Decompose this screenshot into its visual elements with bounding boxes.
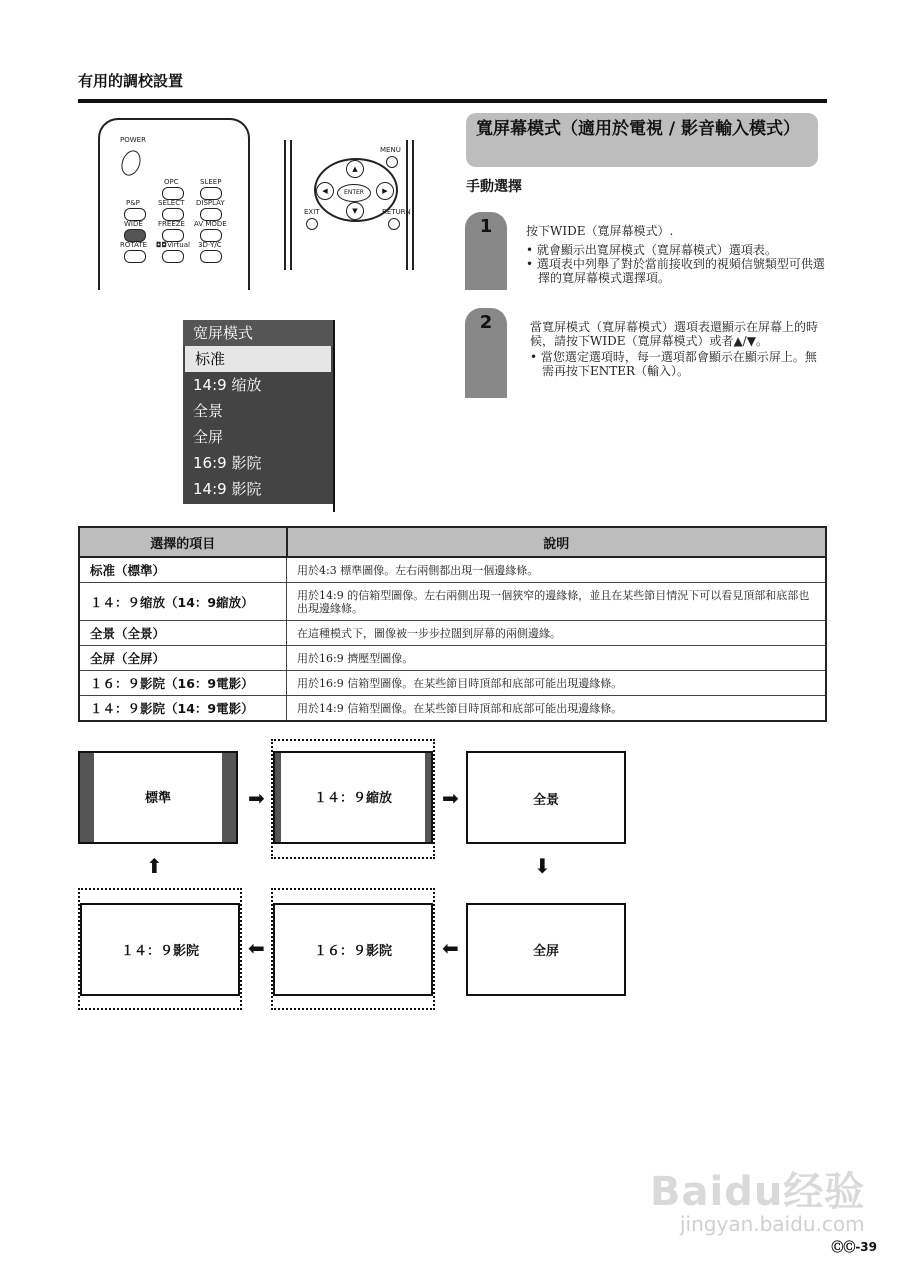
step-2-text bbox=[530, 320, 827, 378]
diagram-cinema149-label: １４：９影院 bbox=[120, 944, 199, 959]
menu-title: 宽屏模式 bbox=[183, 320, 333, 346]
remote-label-sleep: SLEEP bbox=[200, 178, 222, 186]
diagram-standard-label: 標準 bbox=[144, 791, 171, 806]
table-cell-item: １６：９影院（16：9電影） bbox=[79, 671, 287, 696]
step-2-tab: 2 bbox=[465, 308, 507, 398]
menu-item-full[interactable]: 全屏 bbox=[193, 428, 224, 446]
step-1-tab: 1 bbox=[465, 212, 507, 290]
remote-label-select: SELECT bbox=[158, 199, 185, 207]
remote-label-freeze: FREEZE bbox=[158, 220, 185, 228]
remote-label-rotate: ROTATE bbox=[120, 241, 148, 249]
diagram-cinema169-screen bbox=[273, 903, 433, 996]
section-subtitle: 手動選擇 bbox=[466, 179, 522, 195]
remote-label-avmode: AV MODE bbox=[194, 220, 227, 228]
remote-label-display: DISPLAY bbox=[196, 199, 225, 207]
table-row bbox=[79, 621, 826, 646]
wide-mode-table bbox=[78, 526, 827, 722]
table-cell-item: １４：９缩放（14：9縮放） bbox=[79, 583, 287, 621]
diagram-full-label: 全屏 bbox=[532, 944, 559, 959]
table-cell-desc: 用於4:3 標準圖像。左右兩側都出現一個邊緣條。 bbox=[287, 557, 827, 583]
remote-edge-right bbox=[406, 140, 408, 270]
remote-nav-illustration bbox=[282, 136, 412, 276]
down-arrow-icon: ▼ bbox=[346, 202, 364, 220]
header-rule bbox=[78, 99, 827, 103]
menu-item-cinema149[interactable]: 14:9 影院 bbox=[193, 480, 262, 498]
table-cell-item: １４：９影院（14：9電影） bbox=[79, 696, 287, 722]
page-number: ⒸⒸ-39 bbox=[831, 1240, 877, 1254]
right-arrow-icon: ▶ bbox=[376, 182, 394, 200]
step-2-bullet: • 當您選定選項時，每一選項都會顯示在顯示屏上。無需再按下ENTER（輸入）。 bbox=[530, 350, 817, 378]
left-arrow-icon: ⬅ bbox=[248, 936, 265, 960]
virtual-button-icon bbox=[162, 250, 184, 263]
diagram-panorama-screen bbox=[466, 751, 626, 844]
diagram-standard-screen bbox=[78, 751, 238, 844]
table-cell-desc: 在這種模式下，圖像被一步步拉闊到屏幕的兩側邊緣。 bbox=[287, 621, 827, 646]
section-title: 寬屏幕模式（適用於電視 / 影音輸入模式） bbox=[466, 113, 818, 167]
remote-label-exit: EXIT bbox=[304, 208, 320, 216]
watermark-url: jingyan.baidu.com bbox=[680, 1212, 865, 1236]
step-1-bullets bbox=[526, 243, 826, 285]
diagram-zoom149-screen bbox=[273, 751, 433, 844]
menu-item-panorama[interactable]: 全景 bbox=[193, 402, 224, 420]
remote-illustration bbox=[98, 118, 250, 290]
table-cell-desc: 用於14:9 的信箱型圖像。左右兩側出現一個狹窄的邊緣條，並且在某些節目情況下可以看見頂部和底部也出現邊緣條。 bbox=[287, 583, 827, 621]
table-header-desc: 說明 bbox=[287, 527, 827, 557]
remote-edge-left-inner bbox=[290, 140, 292, 270]
diagram-cinema149-screen bbox=[80, 903, 240, 996]
remote-label-pp: P&P bbox=[126, 199, 140, 207]
remote-label-opc: OPC bbox=[164, 178, 179, 186]
step-1-text bbox=[526, 224, 826, 285]
step-1-bullet: • 就會顯示出寬屏模式（寬屏幕模式）選項表。 bbox=[526, 243, 777, 257]
remote-label-return: RETURN bbox=[382, 208, 411, 216]
power-button-icon bbox=[118, 148, 144, 179]
down-arrow-icon: ⬇ bbox=[534, 854, 551, 878]
menu-item-cinema169[interactable]: 16:9 影院 bbox=[193, 454, 262, 472]
right-arrow-icon: ➡ bbox=[248, 786, 265, 810]
remote-label-power: POWER bbox=[120, 136, 146, 144]
table-row bbox=[79, 583, 826, 621]
right-arrow-icon: ➡ bbox=[442, 786, 459, 810]
diagram-cinema169-label: １６：９影院 bbox=[313, 944, 392, 959]
watermark-logo: Baidu经验 bbox=[650, 1169, 866, 1215]
table-cell-item: 全屏（全屏） bbox=[79, 646, 287, 671]
menu-item-zoom149[interactable]: 14:9 缩放 bbox=[193, 376, 262, 394]
remote-label-menu: MENU bbox=[380, 146, 401, 154]
remote-edge-right-inner bbox=[412, 140, 414, 270]
return-button-icon bbox=[388, 218, 400, 230]
diagram-zoom149-label: １４：９縮放 bbox=[313, 791, 392, 806]
table-row bbox=[79, 671, 826, 696]
step-1-main: 按下WIDE（寬屏幕模式）. bbox=[526, 224, 674, 238]
remote-edge-left bbox=[284, 140, 286, 270]
menu-stem-line bbox=[333, 320, 335, 512]
step-2-bullets bbox=[530, 350, 827, 378]
page-header-title: 有用的調校設置 bbox=[78, 72, 184, 90]
remote-label-3dyc: 3D·Y/C bbox=[198, 241, 222, 249]
table-cell-desc: 用於14:9 信箱型圖像。在某些節目時頂部和底部可能出現邊緣條。 bbox=[287, 696, 827, 722]
diagram-full-screen bbox=[466, 903, 626, 996]
menu-item-standard[interactable]: 标准 bbox=[185, 346, 331, 372]
step-1-bullet: • 選項表中列舉了對於當前接收到的視頻信號類型可供選擇的寬屏幕模式選擇項。 bbox=[526, 257, 825, 285]
up-arrow-icon: ⬆ bbox=[146, 854, 163, 878]
table-cell-item: 全景（全景） bbox=[79, 621, 287, 646]
table-cell-item: 标准（標準） bbox=[79, 557, 287, 583]
enter-button-icon: ENTER bbox=[337, 184, 371, 202]
menu-button-icon bbox=[386, 156, 398, 168]
table-header-item: 選擇的項目 bbox=[79, 527, 287, 557]
step-2-main: 當寬屏模式（寬屏幕模式）選項表還顯示在屏幕上的時候，請按下WIDE（寬屏幕模式）或者▲/▼。 bbox=[530, 320, 819, 348]
diagram-panorama-label: 全景 bbox=[532, 793, 559, 808]
remote-label-virtual: ◘◘Virtual bbox=[156, 241, 190, 249]
table-cell-desc: 用於16:9 擠壓型圖像。 bbox=[287, 646, 827, 671]
left-arrow-icon: ◀ bbox=[316, 182, 334, 200]
left-arrow-icon: ⬅ bbox=[442, 936, 459, 960]
rotate-button-icon bbox=[124, 250, 146, 263]
table-header-row bbox=[79, 527, 826, 557]
table-row bbox=[79, 646, 826, 671]
table-cell-desc: 用於16:9 信箱型圖像。在某些節目時頂部和底部可能出現邊緣條。 bbox=[287, 671, 827, 696]
wide-mode-menu bbox=[183, 320, 335, 504]
exit-button-icon bbox=[306, 218, 318, 230]
up-arrow-icon: ▲ bbox=[346, 160, 364, 178]
3dyc-button-icon bbox=[200, 250, 222, 263]
table-row bbox=[79, 557, 826, 583]
table-row bbox=[79, 696, 826, 722]
remote-label-wide: WIDE bbox=[124, 220, 143, 228]
